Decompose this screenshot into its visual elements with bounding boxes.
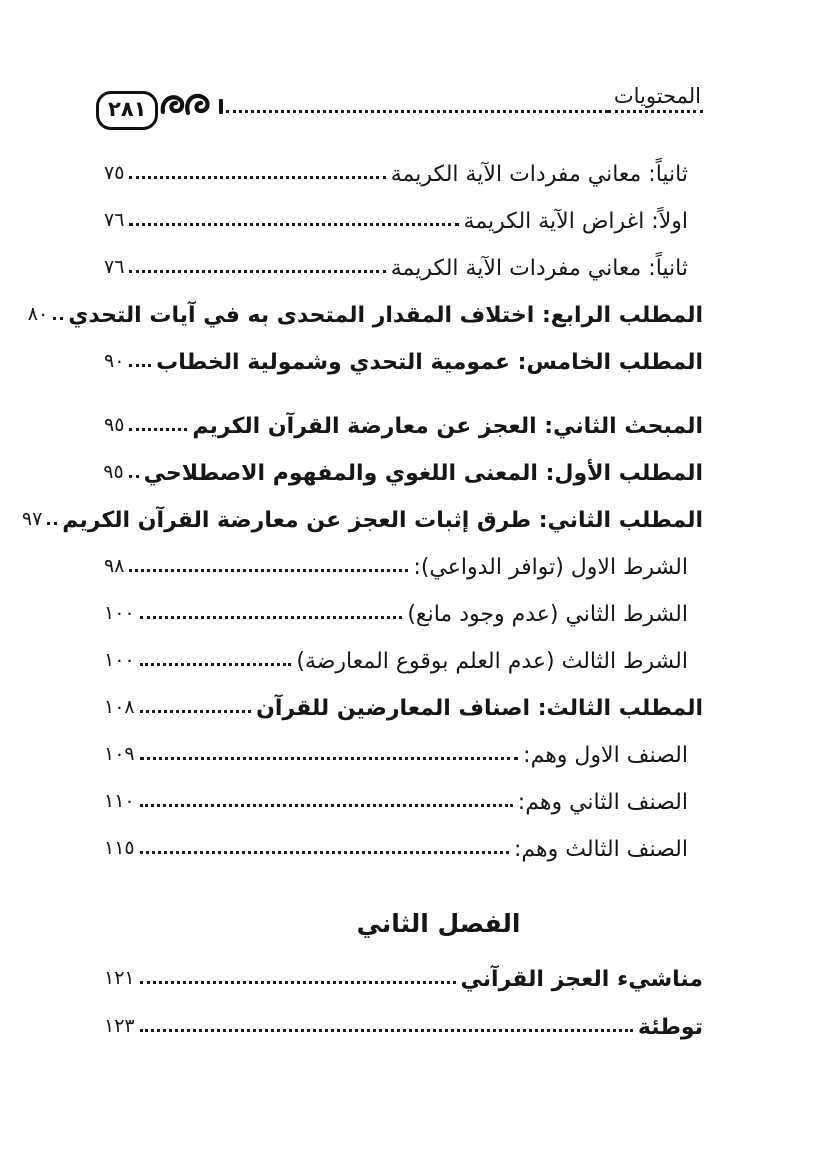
toc-entry-page: ١٠٨ [104,696,135,719]
toc-entry-label: المطلب الثاني: طرق إثبات العجز عن معارضة القرآن الكريم [62,507,703,533]
toc-entry [104,392,703,439]
alef-stroke-icon [219,99,223,114]
dotted-leader [129,176,385,179]
toc-entry-label: ثانياً: معاني مفردات الآية الكريمة [390,255,688,281]
toc-entry-page: ١١٥ [104,837,135,860]
toc-entry-label: توطئة [637,1014,703,1040]
toc-entry [104,992,703,1040]
dotted-leader [140,663,292,666]
toc-entry [104,944,703,992]
toc-entry-label: الصنف الاول وهم: [523,742,688,768]
toc-entry-label: المطلب الرابع: اختلاف المقدار المتحدى به في آيات التحدي [68,302,703,328]
dotted-leader [129,270,385,273]
toc-entry-page: ١١٠ [104,790,135,813]
toc-entry-page: ٩٨ [104,555,125,578]
toc-entry-page: ١٠٠ [104,649,135,672]
toc-entry-page: ١٢٣ [104,1015,135,1038]
dotted-leader [140,804,513,807]
toc-entry-label: مناشيء العجز القرآني [460,966,703,992]
toc-entry [104,815,703,862]
dotted-leader [129,428,187,431]
toc-entry-page: ٩٥ [104,414,125,437]
toc-entry [104,234,703,281]
toc-entry-label: الصنف الثاني وهم: [517,789,688,815]
toc-list [21,140,703,862]
dotted-leader [129,569,408,572]
dotted-leader [140,1029,633,1032]
dotted-leader [129,223,458,226]
toc-entry-label: اولاً: اغراض الآية الكريمة [463,208,688,234]
toc-entry [21,486,703,533]
section-heading: الفصل الثاني [356,909,521,938]
toc-entry-page: ٧٦ [104,209,125,232]
page-header-title: المحتويات [608,86,703,113]
calligraphic-flourish-icon [160,86,214,122]
page-number-badge: ٢٨١ [96,91,158,130]
toc-entry-page: ٩٥ [103,461,124,484]
toc-entry-page: ٧٥ [104,162,125,185]
toc-entry [104,627,703,674]
dotted-leader [140,757,519,760]
toc-entry-label: الشرط الثاني (عدم وجود مانع) [407,601,688,627]
toc-entry-label: ثانياً: معاني مفردات الآية الكريمة [390,161,688,187]
toc-entry-page: ١٠٠ [104,602,135,625]
toc [21,140,703,1040]
dotted-leader [129,475,139,478]
toc-list-after [104,944,703,1040]
dotted-leader [140,616,403,619]
toc-entry [104,328,703,375]
toc-entry-page: ١٢١ [104,967,135,990]
toc-entry-label: المطلب الثالث: اصناف المعارضين للقرآن [256,695,703,721]
toc-entry-page: ٧٦ [104,256,125,279]
dotted-leader [129,364,151,367]
toc-entry-label: المبحث الثاني: العجز عن معارضة القرآن الكريم [192,413,703,439]
toc-entry [104,140,703,187]
toc-entry-label: المطلب الخامس: عمومية التحدي وشمولية الخطاب [156,349,703,375]
toc-entry-label: الصنف الثالث وهم: [513,836,688,862]
toc-entry [104,721,703,768]
dotted-leader [140,851,509,854]
toc-entry [104,580,703,627]
toc-entry [27,281,703,328]
dotted-leader [140,981,456,984]
toc-entry [104,187,703,234]
dotted-leader [140,710,251,713]
toc-entry-label: الشرط الاول (توافر الدواعي): [413,554,688,580]
toc-entry [104,768,703,815]
toc-entry-page: ٩٧ [21,508,43,531]
toc-entry [104,533,703,580]
dotted-leader [47,522,57,525]
page-header [96,84,703,121]
toc-entry [104,439,703,486]
dotted-leader [53,317,63,320]
toc-entry-label: المطلب الأول: المعنى اللغوي والمفهوم الاصطلاحي [143,460,703,486]
toc-entry-page: ١٠٩ [104,743,135,766]
toc-entry-page: ٨٠ [27,303,49,326]
toc-entry-page: ٩٠ [104,350,125,373]
toc-entry [104,674,703,721]
dotted-leader [226,110,607,113]
toc-entry-label: الشرط الثالث (عدم العلم بوقوع المعارضة) [296,648,688,674]
